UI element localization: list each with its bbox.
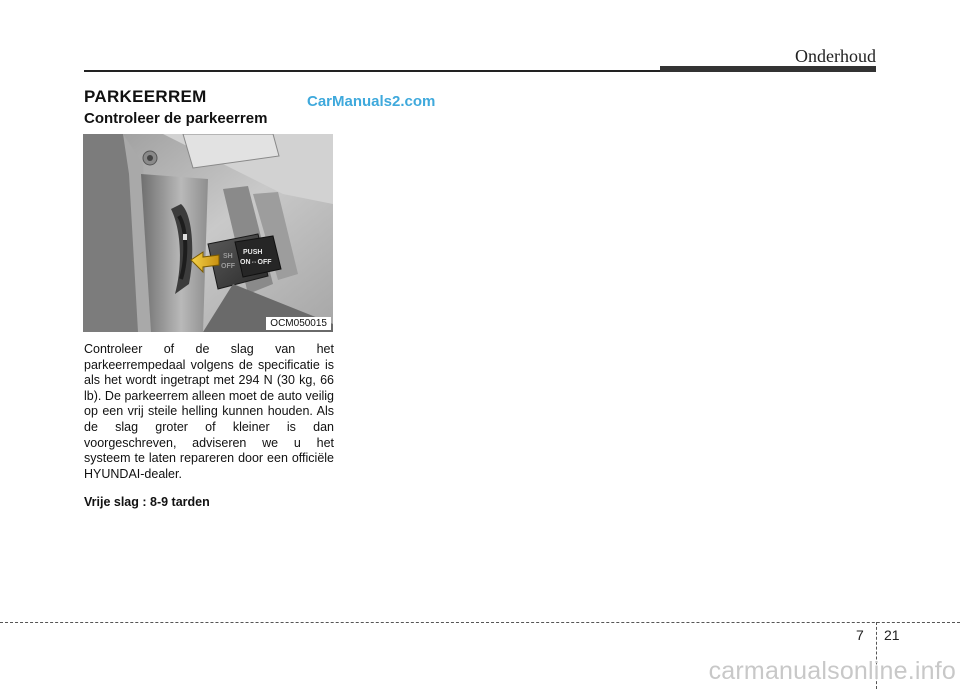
body-paragraph: Controleer of de slag van het parkeerrempedaal volgens de specificatie is als het wordt ingetrapt met 294 N (30 kg, 66 lb). De parkeerrem alleen moet de auto veilig op een vrij steile helling kunnen houden. Als de slag groter of kleiner is dan voorgeschreven, adviseren we u het systeem te laten repareren door een officiële HYUNDAI-dealer. [84,342,334,481]
header-rule-thick [660,66,876,72]
parking-brake-illustration [83,134,333,332]
figure-caption: OCM050015 [266,317,331,330]
pedal-label-left-line1: SH [223,253,233,260]
spec-line: Vrije slag : 8-9 tarden [84,495,210,509]
parking-brake-figure [83,134,333,332]
header-title: Onderhoud [795,46,876,66]
pedal-label-right-line2: ON⇔OFF [240,259,272,266]
section-title: PARKEERREM [84,87,207,106]
page-number: 21 [884,627,900,643]
chapter-number: 7 [856,627,864,643]
watermark-top: CarManuals2.com [307,93,436,110]
header-rule [84,70,660,72]
footer-rule [0,622,960,623]
watermark-bottom: carmanualsonline.info [708,657,956,685]
pedal-label-right-line1: PUSH [243,249,263,256]
subsection-title: Controleer de parkeerrem [84,110,268,127]
pedal-label-left-line2: OFF [221,263,235,270]
